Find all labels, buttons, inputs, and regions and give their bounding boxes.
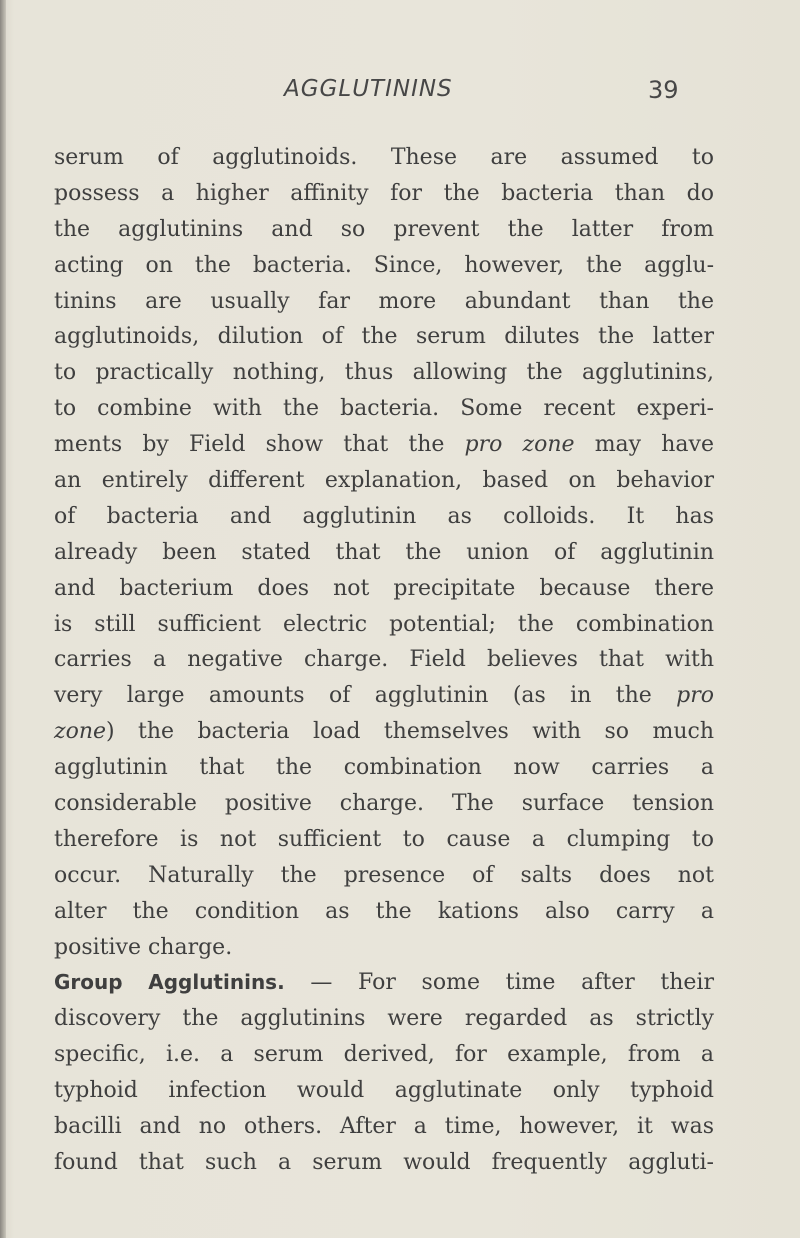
text-span: ments by Field show that the [54,432,465,458]
text-line [54,965,714,1001]
text-line: occur. Naturally the presence of salts does not [54,862,714,888]
text-line [54,678,714,714]
text-line: tinins are usually far more abundant than the [54,288,714,314]
text-span: very large amounts of agglutinin (as in the [54,683,677,709]
page-number: 39 [648,76,679,104]
text-line [54,714,714,750]
italic-term: pro zone [464,432,575,458]
text-line: typhoid infection would agglutinate only typhoid [54,1078,714,1104]
text-line: specific, i.e. a serum derived, for example, from a [54,1042,714,1068]
text-line: bacilli and no others. After a time, however, it was [54,1114,714,1140]
text-line: to combine with the bacteria. Some recent experi- [54,396,714,422]
text-span: — For some time after their [284,970,714,996]
italic-term: pro [676,683,714,709]
text-span: may have [574,432,714,458]
page-gutter [0,0,6,1238]
text-line: alter the condition as the kations also carry a [54,898,714,924]
text-line: discovery the agglutinins were regarded as strictly [54,1006,714,1032]
text-line: the agglutinins and so prevent the latter from [54,216,714,242]
text-line: considerable positive charge. The surface tension [54,791,714,817]
running-title: AGGLUTININS [284,76,453,102]
text-line: of bacteria and agglutinin as colloids. It has [54,503,714,529]
text-line: found that such a serum would frequently aggluti- [54,1149,714,1175]
text-line: agglutinoids, dilution of the serum dilutes the latter [54,324,714,350]
italic-term: zone [54,719,107,745]
text-line: agglutinin that the combination now carries a [54,755,714,781]
text-line: an entirely different explanation, based on behavior [54,468,714,494]
text-line: positive charge. [54,934,233,960]
text-line [54,427,714,463]
text-line: already been stated that the union of agglutinin [54,539,714,565]
section-heading: Group Agglutinins. [54,970,285,995]
text-line: possess a higher affinity for the bacteria than do [54,180,714,206]
text-line: carries a negative charge. Field believes that with [54,647,714,673]
text-line: serum of agglutinoids. These are assumed to [54,145,714,170]
text-line: acting on the bacteria. Since, however, the agglu- [54,252,714,278]
text-span: ) the bacteria load themselves with so much [106,719,714,745]
body-text [54,140,714,1181]
running-head [0,76,800,116]
text-line: to practically nothing, thus allowing the agglutinins, [54,360,714,386]
text-line: therefore is not sufficient to cause a clumping to [54,826,714,852]
text-line: is still sufficient electric potential; the combination [54,611,714,637]
text-line: and bacterium does not precipitate because there [54,575,714,601]
